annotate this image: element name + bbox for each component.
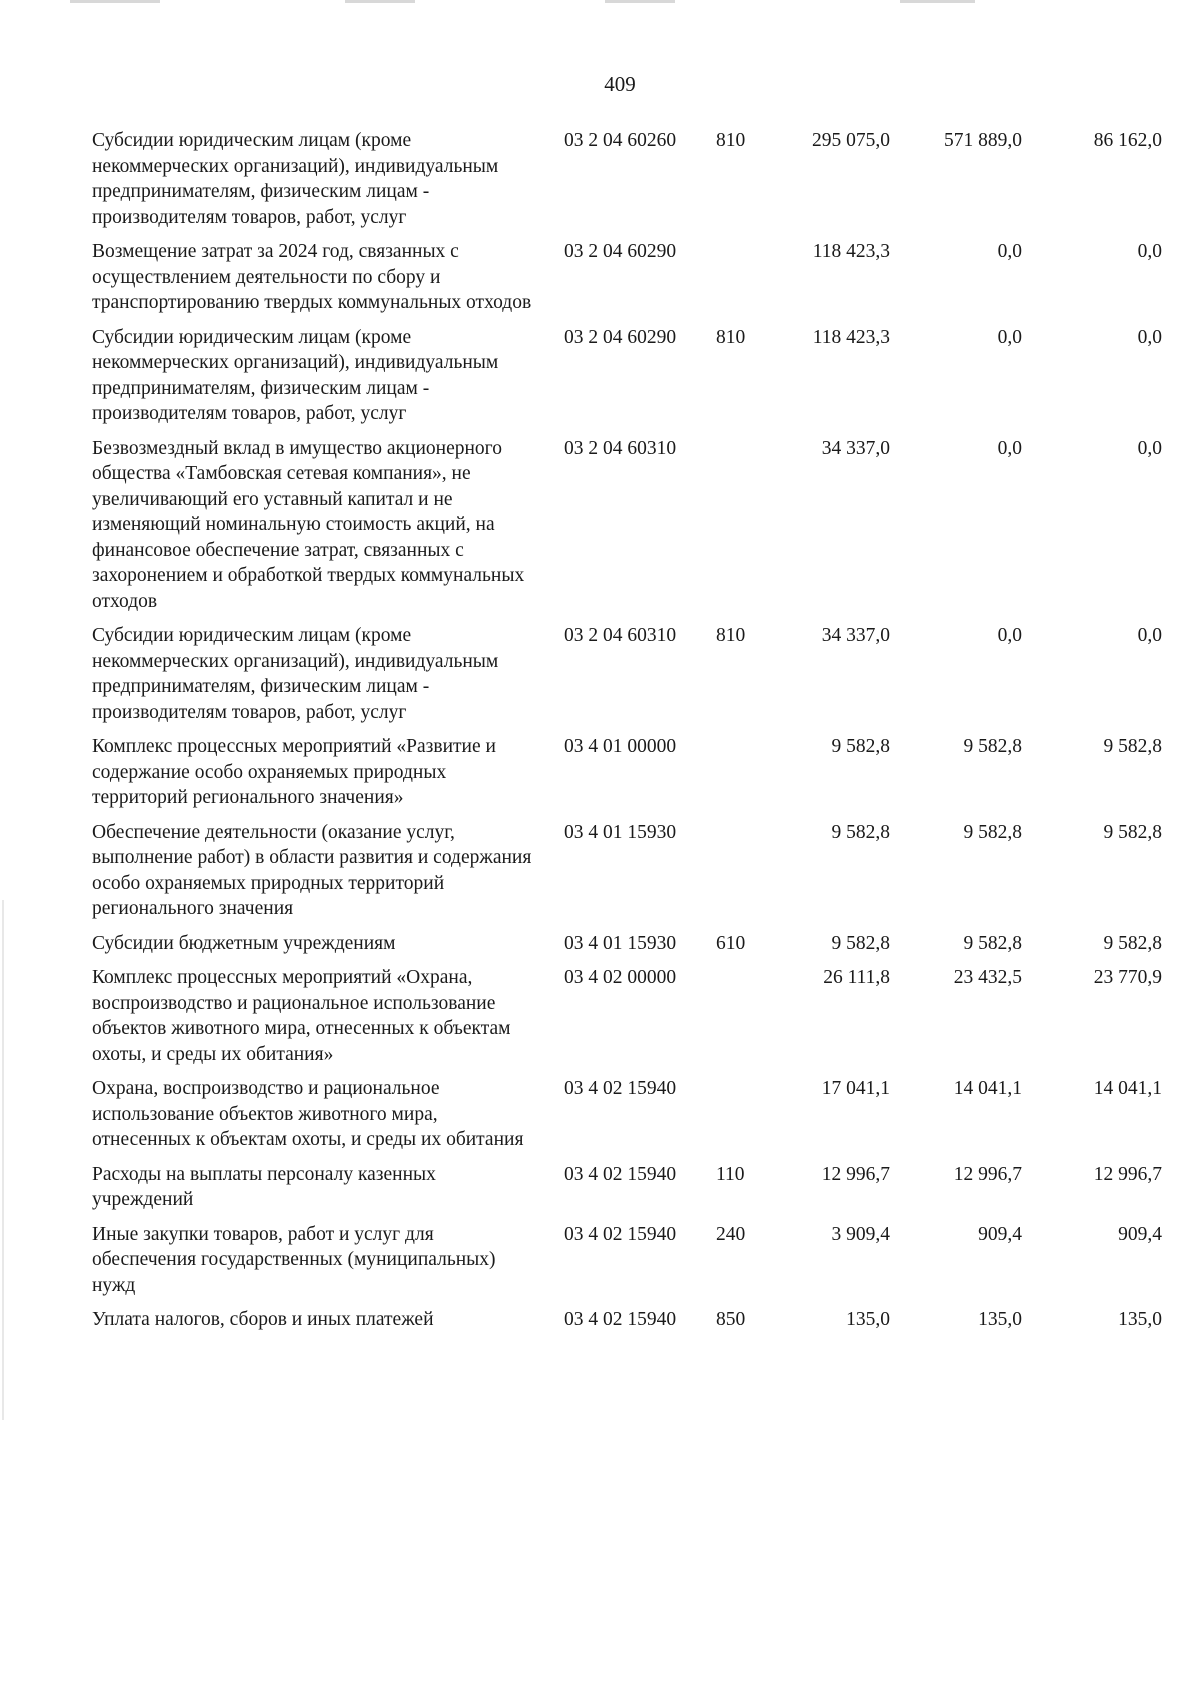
table-row	[92, 965, 1162, 1076]
amount-2024: 9 582,8	[831, 932, 890, 954]
amount-2026: 0,0	[1137, 241, 1162, 262]
expense-name: Расходы на выплаты персоналу казенных учреждений	[92, 1163, 436, 1210]
expense-name: Субсидии бюджетным учреждениям	[92, 932, 396, 954]
expense-name: Комплекс процессных мероприятий «Охрана, воспроизводство и рациональное использование объектов животного мира, отнесенных к объектам охоты, и среды их обитания»	[92, 967, 511, 1065]
table-row	[92, 931, 1162, 966]
table-row	[92, 623, 1162, 734]
scan-artifact-top	[70, 0, 160, 3]
budget-table	[92, 128, 1162, 1342]
amount-2024: 118 423,3	[812, 326, 890, 348]
expense-type-code	[710, 436, 770, 624]
expense-name: Возмещение затрат за 2024 год, связанных с осуществлением деятельности по сбору и транспортированию твердых коммунальных отходов	[92, 241, 532, 313]
expense-type-code	[710, 1076, 770, 1162]
table-row	[92, 1222, 1162, 1308]
amount-2024: 26 111,8	[823, 967, 890, 988]
amount-2026: 0,0	[1137, 437, 1162, 459]
table-row	[92, 239, 1162, 325]
amount-2024: 135,0	[846, 1309, 890, 1330]
amount-2025: 135,0	[978, 1309, 1022, 1330]
expense-name: Охрана, воспроизводство и рациональное использование объектов животного мира, отнесенных к объектам охоты, и среды их обитания	[92, 1078, 524, 1150]
amount-2026: 0,0	[1137, 326, 1162, 348]
table-row	[92, 128, 1162, 239]
target-code: 03 2 04 60310	[564, 437, 677, 459]
amount-2024: 34 337,0	[821, 437, 890, 459]
amount-2026: 9 582,8	[1103, 821, 1162, 843]
scan-artifact-top	[900, 0, 975, 3]
target-code: 03 4 02 15940	[564, 1078, 677, 1099]
table-row	[92, 1307, 1162, 1342]
target-code: 03 4 01 15930	[564, 932, 677, 954]
expense-type-code: 850	[716, 1309, 746, 1330]
expense-type-code: 610	[716, 932, 746, 954]
amount-2026: 86 162,0	[1093, 130, 1162, 151]
expense-type-code	[710, 734, 770, 820]
scan-artifact-left-margin	[2, 900, 4, 1420]
expense-type-code	[710, 820, 770, 931]
amount-2026: 0,0	[1137, 625, 1162, 646]
expense-name: Субсидии юридическим лицам (кроме некоммерческих организаций), индивидуальным предпринимателям, физическим лицам - производителям товаров, работ, услуг	[92, 326, 499, 424]
amount-2024: 34 337,0	[821, 625, 890, 646]
scan-artifact-top	[345, 0, 415, 3]
amount-2026: 23 770,9	[1093, 967, 1162, 988]
expense-name: Иные закупки товаров, работ и услуг для обеспечения государственных (муниципальных) нужд	[92, 1223, 496, 1296]
amount-2025: 0,0	[997, 625, 1022, 646]
amount-2026: 14 041,1	[1093, 1078, 1162, 1099]
amount-2025: 909,4	[978, 1223, 1022, 1245]
table-row	[92, 734, 1162, 820]
amount-2026: 9 582,8	[1103, 736, 1162, 757]
amount-2024: 9 582,8	[831, 736, 890, 757]
amount-2024: 12 996,7	[821, 1163, 890, 1185]
amount-2025: 9 582,8	[963, 736, 1022, 757]
amount-2025: 0,0	[997, 326, 1022, 348]
amount-2026: 909,4	[1118, 1223, 1162, 1245]
table-row	[92, 1076, 1162, 1162]
target-code: 03 4 01 15930	[564, 821, 677, 843]
table-row	[92, 436, 1162, 624]
amount-2025: 9 582,8	[963, 932, 1022, 954]
amount-2026: 9 582,8	[1103, 932, 1162, 954]
amount-2024: 118 423,3	[812, 241, 890, 262]
table-row	[92, 1162, 1162, 1222]
table-row	[92, 820, 1162, 931]
scan-artifact-top	[605, 0, 675, 3]
amount-2024: 17 041,1	[821, 1078, 890, 1099]
expense-name: Субсидии юридическим лицам (кроме некоммерческих организаций), индивидуальным предпринимателям, физическим лицам - производителям товаров, работ, услуг	[92, 625, 499, 723]
expense-name: Субсидии юридическим лицам (кроме некоммерческих организаций), индивидуальным предпринимателям, физическим лицам - производителям товаров, работ, услуг	[92, 130, 499, 228]
expense-name: Обеспечение деятельности (оказание услуг, выполнение работ) в области развития и содержания особо охраняемых природных территорий регионального значения	[92, 821, 532, 919]
expense-name: Комплекс процессных мероприятий «Развитие и содержание особо охраняемых природных территорий регионального значения»	[92, 736, 496, 808]
target-code: 03 4 02 15940	[564, 1163, 677, 1185]
target-code: 03 4 02 15940	[564, 1223, 677, 1245]
amount-2025: 23 432,5	[953, 967, 1022, 988]
target-code: 03 4 02 00000	[564, 967, 677, 988]
amount-2024: 9 582,8	[831, 821, 890, 843]
expense-type-code: 810	[716, 130, 746, 151]
expense-type-code: 810	[716, 326, 746, 348]
expense-name: Уплата налогов, сборов и иных платежей	[92, 1309, 434, 1330]
amount-2024: 3 909,4	[831, 1223, 890, 1245]
expense-type-code: 110	[716, 1163, 745, 1185]
target-code: 03 2 04 60310	[564, 625, 677, 646]
target-code: 03 2 04 60290	[564, 241, 677, 262]
amount-2025: 0,0	[997, 437, 1022, 459]
amount-2025: 0,0	[997, 241, 1022, 262]
expense-type-code: 240	[716, 1223, 746, 1245]
expense-type-code: 810	[716, 625, 746, 646]
amount-2025: 571 889,0	[944, 130, 1022, 151]
target-code: 03 2 04 60290	[564, 326, 677, 348]
target-code: 03 4 01 00000	[564, 736, 677, 757]
expense-type-code	[710, 239, 770, 325]
amount-2025: 9 582,8	[963, 821, 1022, 843]
amount-2025: 14 041,1	[953, 1078, 1022, 1099]
expense-type-code	[710, 965, 770, 1076]
amount-2026: 12 996,7	[1093, 1163, 1162, 1185]
expense-name: Безвозмездный вклад в имущество акционерного общества «Тамбовская сетевая компания», не увеличивающий его уставный капитал и не изменяющий номинальную стоимость акций, на финансовое обеспечение затрат, связанных с захоронением и обработкой твердых коммунальных отходов	[92, 437, 525, 612]
page-number: 409	[604, 72, 636, 96]
amount-2026: 135,0	[1118, 1309, 1162, 1330]
table-row	[92, 325, 1162, 436]
amount-2025: 12 996,7	[953, 1163, 1022, 1185]
target-code: 03 4 02 15940	[564, 1309, 677, 1330]
amount-2024: 295 075,0	[812, 130, 890, 151]
target-code: 03 2 04 60260	[564, 130, 677, 151]
